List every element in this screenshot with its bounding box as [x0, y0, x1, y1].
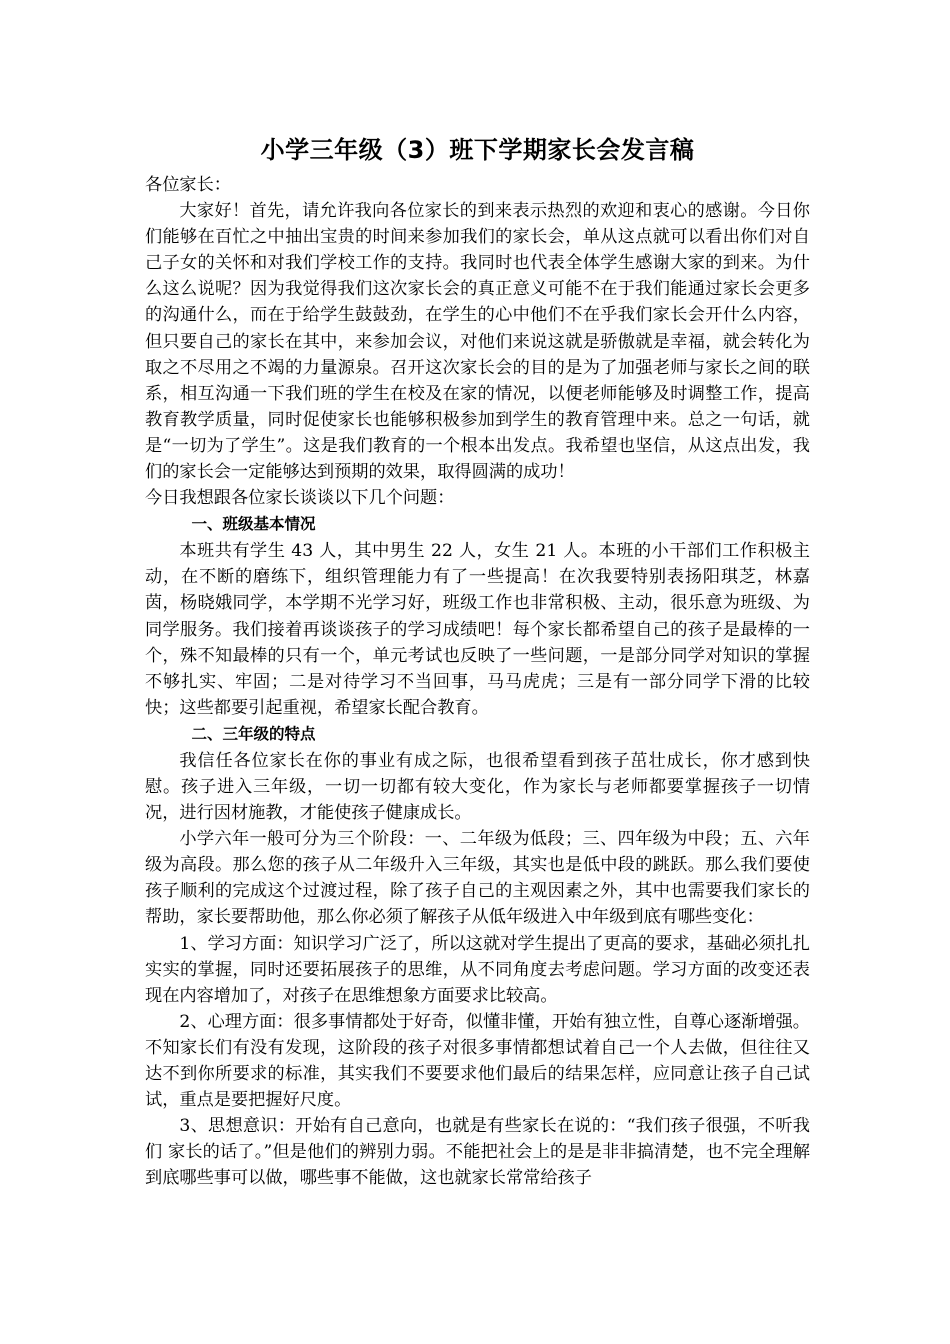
- intro-paragraph: 大家好！首先，请允许我向各位家长的到来表示热烈的欢迎和衷心的感谢。今日你们能够在百忙之中抽出宝贵的时间来参加我们的家长会，单从这点就可以看出你们对自己子女的关怀和对我们学校工作的支持。我同时也代表全体学生感谢大家的到来。为什么这么说呢？因为我觉得我们这次家长会的真正意义可能不在于我们能通过家长会更多的沟通什么，而在于给学生鼓鼓劲，在学生的心中他们不在乎我们家长会开什么内容，但只要自己的家长在其中，来参加会议，对他们来说这就是骄傲就是幸福，就会转化为取之不尽用之不竭的力量源泉。召开这次家长会的目的是为了加强老师与家长之间的联系，相互沟通一下我们班的学生在校及在家的情况，以便老师能够及时调整工作，提高教育教学质量，同时促使家长也能够积极参加到学生的教育管理中来。总之一句话，就是“一切为了学生”。这是我们教育的一个根本出发点。我希望也坚信，从这点出发，我们的家长会一定能够达到预期的效果，取得圆满的成功！: [145, 201, 810, 483]
- greeting: 各位家长：: [145, 175, 231, 195]
- topics-lead: 今日我想跟各位家长谈谈以下几个问题：: [145, 488, 455, 509]
- list-item-mindset: 3、思想意识：开始有自己意向，也就是有些家长在说的：“我们孩子很强，不听我们 家长的话了。”但是他们的辨别力弱。不能把社会上的是是非非搞清楚，也不完全理解到底哪些事可以做，哪些事不能做，这也就家长常常给孩子: [145, 1116, 810, 1189]
- section-heading-class-overview: 一、班级基本情况: [191, 515, 316, 534]
- list-item-learning: 1、学习方面：知识学习广泛了，所以这就对学生提出了更高的要求，基础必须扎扎实实的掌握，同时还要拓展孩子的思维，从不同角度去考虑问题。学习方面的改变还表现在内容增加了，对孩子在思维想象方面要求比较高。: [145, 933, 810, 1006]
- document-body: [145, 130, 810, 1191]
- section-heading-grade-three-features: 二、三年级的特点: [191, 724, 316, 743]
- grade-three-paragraph-2: 小学六年一般可分为三个阶段：一、二年级为低段；三、四年级为中段；五、六年级为高段。那么您的孩子从二年级升入三年级，其实也是低中段的跳跃。那么我们要使孩子顺利的完成这个过渡过程，除了孩子自己的主观因素之外，其中也需要我们家长的帮助，家长要帮助他，那么你必须了解孩子从低年级进入中年级到底有哪些变化：: [145, 829, 810, 928]
- class-overview-paragraph: 本班共有学生 43 人，其中男生 22 人，女生 21 人。本班的小干部们工作积极主动，在不断的磨练下，组织管理能力有了一些提高！在次我要特别表扬阳琪芝，林嘉茵，杨晓娥同学，本学期不光学习好，班级工作也非常积极、主动，很乐意为班级、为同学服务。我们接着再谈谈孩子的学习成绩吧！每个家长都希望自己的孩子是最棒的一个，殊不知最棒的只有一个，单元考试也反映了一些问题，一是部分同学对知识的掌握不够扎实、牢固；二是对待学习不当回事，马马虎虎；三是有一部分同学下滑的比较快；这些都要引起重视，希望家长配合教育。: [145, 541, 810, 718]
- grade-three-paragraph-1: 我信任各位家长在你的事业有成之际，也很希望看到孩子茁壮成长，你才感到快慰。孩子进入三年级，一切一切都有较大变化，作为家长与老师都要掌握孩子一切情况，进行因材施教，才能使孩子健康成长。: [145, 750, 810, 824]
- document-title: 小学三年级（3）班下学期家长会发言稿: [260, 136, 695, 164]
- list-item-psychology: 2、心理方面：很多事情都处于好奇，似懂非懂，开始有独立性，自尊心逐渐增强。不知家长们有没有发现，这阶段的孩子对很多事情都想试着自己一个人去做，但往往又达不到你所要求的标准，其实我们不要要求他们最后的结果怎样，应同意让孩子自己试试，重点是要把握好尺度。: [145, 1011, 810, 1111]
